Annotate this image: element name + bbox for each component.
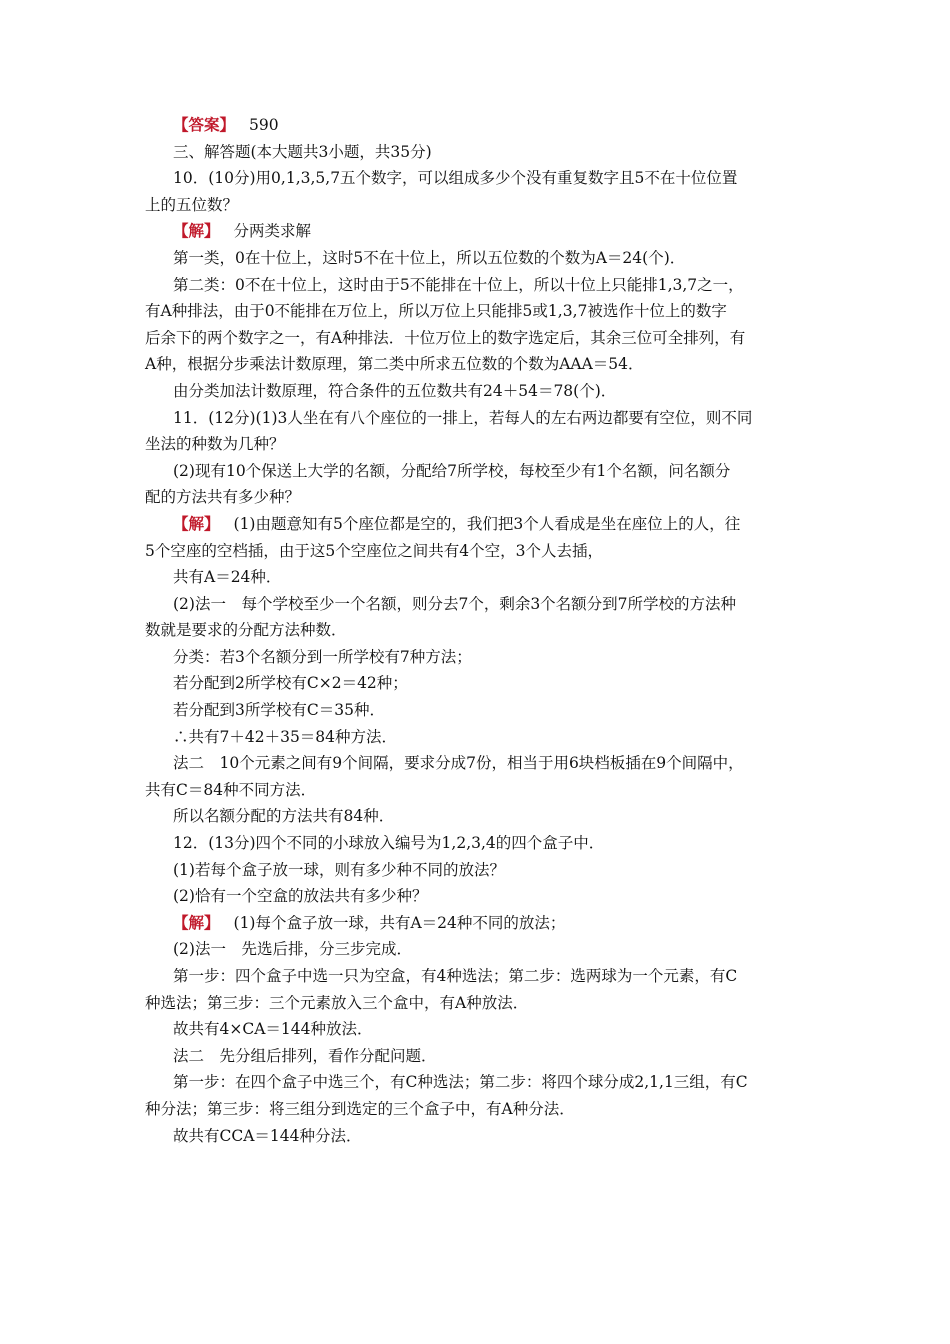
- line-text: 12．(13分)四个不同的小球放入编号为1,2,3,4的四个盒子中．: [173, 834, 605, 853]
- text-line: [145, 1016, 810, 1043]
- text-line: [145, 272, 810, 299]
- line-text: 有A种排法，由于0不能排在万位上，所以万位上只能排5或1,3,7被选作十位上的数字: [145, 302, 727, 321]
- document-body: [145, 112, 810, 1149]
- line-text: (2)法一 每个学校至少一个名额，则分去7个，剩余3个名额分到7所学校的方法种: [173, 594, 737, 613]
- text-line: [145, 670, 810, 697]
- line-text: 上的五位数？: [145, 195, 239, 214]
- line-text: (1)每个盒子放一球，共有A＝24种不同的放法；: [233, 913, 566, 932]
- line-text: 故共有4×CA＝144种放法．: [173, 1020, 373, 1039]
- line-text: (2)现有10个保送上大学的名额，分配给7所学校，每校至少有1个名额，问名额分: [173, 461, 731, 480]
- text-line: [145, 883, 810, 910]
- line-text: 590: [249, 116, 279, 134]
- text-line: [145, 564, 810, 591]
- line-text: (2)恰有一个空盒的放法共有多少种？: [173, 887, 428, 906]
- text-line: [145, 484, 810, 511]
- text-line: [145, 910, 810, 937]
- line-text: 共有C＝84种不同方法．: [145, 780, 317, 799]
- text-line: [145, 405, 810, 432]
- line-text: 坐法的种数为几种？: [145, 435, 285, 454]
- line-text: 种选法；第三步：三个元素放入三个盒中，有A种放法．: [145, 993, 529, 1012]
- text-line: [145, 1043, 810, 1070]
- line-text: 共有A＝24种．: [173, 568, 282, 587]
- text-line: [145, 165, 810, 192]
- line-text: 法二 先分组后排列，看作分配问题．: [173, 1046, 437, 1065]
- line-text: 11．(12分)(1)3人坐在有八个座位的一排上，若每人的左右两边都要有空位，则不同: [173, 408, 753, 427]
- line-text: A种，根据分步乘法计数原理，第二类中所求五位数的个数为AAA＝54．: [145, 355, 644, 374]
- text-line: [145, 591, 810, 618]
- text-line: [145, 750, 810, 777]
- line-text: 数就是要求的分配方法种数．: [145, 621, 347, 640]
- answer-tag: 【答案】: [173, 115, 236, 134]
- text-line: [145, 378, 810, 405]
- line-text: 若分配到2所学校有C×2＝42种；: [173, 674, 408, 693]
- text-line: [145, 830, 810, 857]
- line-text: 故共有CCA＝144种分法．: [173, 1126, 362, 1145]
- text-line: [145, 857, 810, 884]
- line-text: 法二 10个元素之间有9个间隔，要求分成7份，相当于用6块档板插在9个间隔中，: [173, 754, 744, 773]
- text-line: [145, 803, 810, 830]
- line-text: (2)法一 先选后排，分三步完成．: [173, 940, 412, 959]
- line-text: 后余下的两个数字之一，有A种排法．十位万位上的数字选定后，其余三位可全排列，有: [145, 328, 746, 347]
- answer-tag: 【解】: [173, 221, 220, 241]
- text-line: [145, 458, 810, 485]
- line-text: 分两类求解: [233, 222, 312, 241]
- line-text: 5个空座的空档插，由于这5个空座位之间共有4个空，3个人去插，: [145, 541, 603, 560]
- line-text: 三、解答题(本大题共3小题，共35分): [173, 142, 432, 161]
- text-line: [145, 298, 810, 325]
- text-line: [145, 112, 810, 139]
- line-text: 第一步：四个盒子中选一只为空盒，有4种选法；第二步：选两球为一个元素，有C: [173, 967, 738, 985]
- text-line: [145, 1123, 810, 1150]
- line-text: 第二类：0不在十位上，这时由于5不能排在十位上，所以十位上只能排1,3,7之一，: [173, 275, 744, 294]
- line-text: 分类：若3个名额分到一所学校有7种方法；: [173, 647, 472, 666]
- line-text: (1)由题意知有5个座位都是空的，我们把3个人看成是坐在座位上的人，往: [233, 514, 741, 533]
- answer-tag: 【解】: [173, 513, 220, 533]
- line-text: ∴共有7＋42＋35＝84种方法．: [173, 727, 398, 746]
- line-text: (1)若每个盒子放一球，则有多少种不同的放法？: [173, 860, 505, 879]
- text-line: [145, 936, 810, 963]
- line-text: 第一类，0在十位上，这时5不在十位上，所以五位数的个数为A＝24(个)．: [173, 248, 686, 267]
- text-line: [145, 697, 810, 724]
- text-line: [145, 431, 810, 458]
- text-line: [145, 644, 810, 671]
- line-text: 10．(10分)用0,1,3,5,7五个数字，可以组成多少个没有重复数字且5不在十位位置: [173, 169, 738, 188]
- text-line: [145, 351, 810, 378]
- line-text: 若分配到3所学校有C＝35种．: [173, 701, 385, 720]
- text-line: [145, 325, 810, 352]
- text-line: [145, 617, 810, 644]
- text-line: [145, 1069, 810, 1096]
- text-line: [145, 245, 810, 272]
- line-text: 种分法；第三步：将三组分到选定的三个盒子中，有A种分法．: [145, 1099, 575, 1118]
- answer-tag: 【解】: [173, 912, 220, 932]
- text-line: [145, 963, 810, 990]
- line-text: 所以名额分配的方法共有84种．: [173, 807, 395, 826]
- line-text: 第一步：在四个盒子中选三个，有C种选法；第二步：将四个球分成2,1,1三组，有C: [173, 1073, 748, 1092]
- line-text: 配的方法共有多少种？: [145, 488, 301, 507]
- text-line: [145, 192, 810, 219]
- line-text: 由分类加法计数原理，符合条件的五位数共有24＋54＝78(个)．: [173, 381, 617, 400]
- text-line: [145, 777, 810, 804]
- text-line: [145, 724, 810, 751]
- text-line: [145, 511, 810, 538]
- text-line: [145, 218, 810, 245]
- text-line: [145, 990, 810, 1017]
- text-line: [145, 1096, 810, 1123]
- text-line: [145, 538, 810, 565]
- text-line: [145, 139, 810, 166]
